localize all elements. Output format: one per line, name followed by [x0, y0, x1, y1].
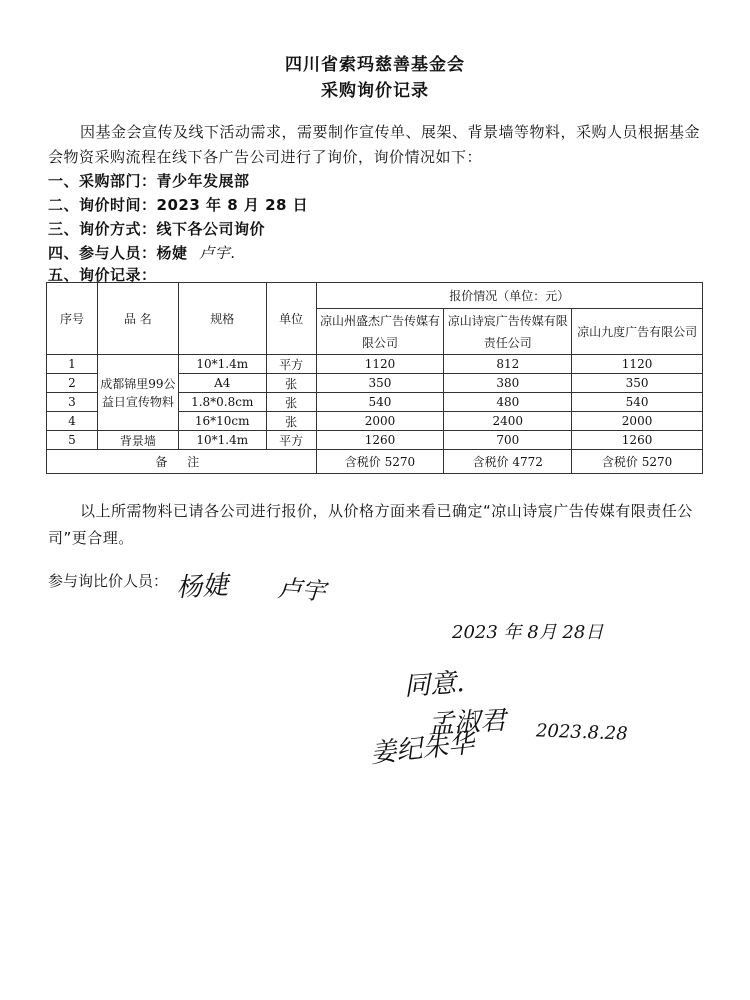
org-title: 四川省索玛慈善基金会 [285, 55, 465, 75]
header-seq: 序号 [47, 283, 98, 355]
supplier-3: 凉山九度广告有限公司 [572, 309, 703, 355]
table-row [47, 355, 703, 374]
total-2: 含税价 4772 [444, 450, 572, 474]
row-price: 540 [316, 393, 444, 412]
row-seq: 3 [47, 393, 98, 412]
dept-item [48, 170, 250, 191]
row-spec: 10*1.4m [178, 355, 266, 374]
time-item [48, 194, 308, 215]
intro-paragraph: 因基金会宣传及线下活动需求，需要制作宣传单、展架、背景墙等物料，采购人员根据基金会物资采购流程在线下各广告公司进行了询价，询价情况如下： [48, 123, 701, 166]
inquiry-table [46, 282, 703, 474]
approver-signature: 孟淑君 [427, 705, 507, 741]
total-3: 含税价 5270 [572, 450, 703, 474]
row-price: 2000 [572, 412, 703, 431]
row-price: 480 [444, 393, 572, 412]
people-value: 杨婕 [156, 244, 188, 262]
row-price: 2400 [444, 412, 572, 431]
records-label: 五、询价记录： [48, 266, 157, 284]
time-label: 二、询价时间： [48, 196, 157, 214]
approval-note: 同意. [403, 667, 466, 703]
header-name: 品 名 [97, 283, 178, 355]
row-seq: 5 [47, 431, 98, 450]
row-price: 1120 [572, 355, 703, 374]
method-value: 线下各公司询价 [156, 220, 266, 238]
supplier-2: 凉山诗宸广告传媒有限责任公司 [444, 309, 572, 355]
people-handwritten: 卢宇. [199, 244, 236, 262]
product-group: 成都锦里99公益日宣传物料 [97, 355, 178, 431]
conclusion-paragraph: 以上所需物料已请各公司进行报价，从价格方面来看已确定“凉山诗宸广告传媒有限责任公司”更合理。 [48, 502, 693, 547]
row-spec: A4 [178, 374, 266, 393]
row-seq: 4 [47, 412, 98, 431]
row-seq: 2 [47, 374, 98, 393]
row-price: 540 [572, 393, 703, 412]
header-spec: 规格 [178, 283, 266, 355]
header-unit: 单位 [266, 283, 316, 355]
row-unit: 平方 [266, 431, 316, 450]
doc-title: 采购询价记录 [321, 81, 429, 101]
row-price: 350 [572, 374, 703, 393]
method-label: 三、询价方式： [48, 220, 157, 238]
signature-lu: 卢宇 [276, 574, 327, 606]
table-row [47, 431, 703, 450]
row-unit: 平方 [266, 355, 316, 374]
remark-label: 备 注 [47, 450, 317, 474]
row-spec: 1.8*0.8cm [178, 393, 266, 412]
row-unit: 张 [266, 412, 316, 431]
row-spec: 16*10cm [178, 412, 266, 431]
row-price: 1120 [316, 355, 444, 374]
dept-value: 青少年发展部 [156, 172, 250, 190]
total-1: 含税价 5270 [316, 450, 444, 474]
dept-label: 一、采购部门： [48, 172, 157, 190]
row-price: 700 [444, 431, 572, 450]
approval-date: 2023.8.28 [535, 720, 628, 745]
row-price: 2000 [316, 412, 444, 431]
row-price: 350 [316, 374, 444, 393]
people-item [48, 242, 236, 263]
row-unit: 张 [266, 374, 316, 393]
people-label: 四、参与人员： [48, 244, 157, 262]
row-price: 812 [444, 355, 572, 374]
row-price: 380 [444, 374, 572, 393]
row-spec: 10*1.4m [178, 431, 266, 450]
row-price: 1260 [572, 431, 703, 450]
row-name: 背景墙 [97, 431, 178, 450]
signers-label: 参与询比价人员： [48, 572, 169, 590]
handwritten-date: 2023 年 8月 28日 [452, 622, 604, 643]
signature-yang: 杨婕 [175, 570, 229, 604]
time-value: 2023 年 8 月 28 日 [156, 196, 309, 214]
supplier-1: 凉山州盛杰广告传媒有限公司 [316, 309, 444, 355]
third-signature: 姜纪朱华 [368, 728, 476, 770]
method-item [48, 218, 265, 239]
row-seq: 1 [47, 355, 98, 374]
row-price: 1260 [316, 431, 444, 450]
row-unit: 张 [266, 393, 316, 412]
totals-row [47, 450, 703, 474]
header-quote: 报价情况（单位：元） [316, 283, 702, 309]
